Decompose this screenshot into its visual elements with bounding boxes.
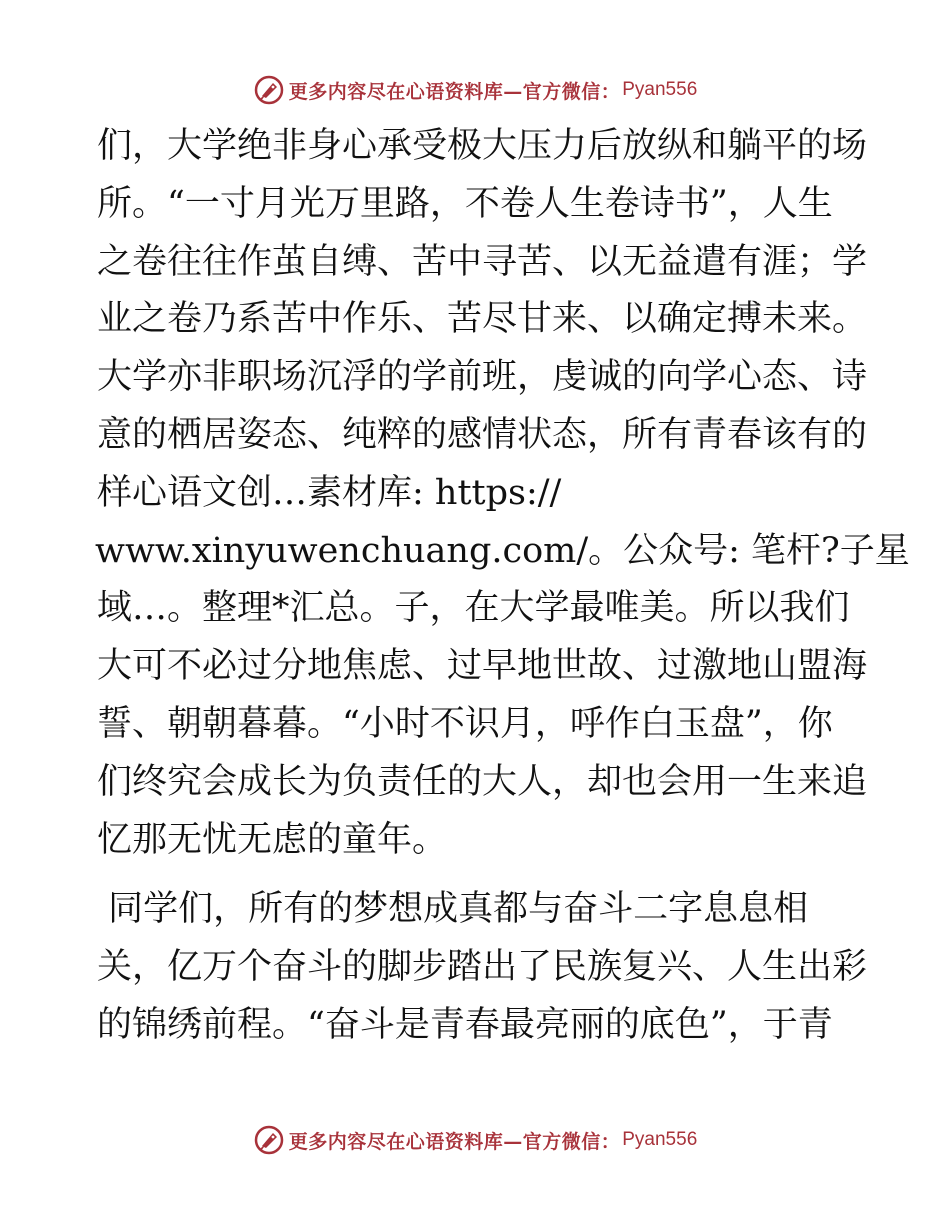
pen-nib-circle-icon [253,1124,285,1156]
text-line: 之卷往往作茧自缚、苦中寻苦、以无益遣有涯；学 [97,241,868,282]
text-line: 业之卷乃系苦中作乐、苦尽甘来、以确定搏未来。 [97,299,868,340]
text-line: 样心语文创…素材库: https:// [97,472,562,513]
text-line: 关，亿万个奋斗的脚步踏出了民族复兴、人生出彩 [97,947,868,988]
paragraph-1 [95,118,910,869]
footer-banner [0,1120,950,1160]
footer-site-text: 更多内容尽在心语资料库—官方微信： [288,1130,621,1153]
text-line: 忆那无忧无虑的童年。 [97,819,448,860]
text-line: 誓、朝朝暮暮。“小时不识月，呼作白玉盘”，你 [97,703,833,744]
text-line: 大可不必过分地焦虑、过早地世故、过激地山盟海 [97,646,868,687]
paragraph-2 [97,881,868,1054]
document-body [95,118,910,1055]
text-line: 域…。整理*汇总。子，在大学最唯美。所以我们 [97,588,850,629]
text-line: 大学亦非职场沉浮的学前班，虔诚的向学心态、诗 [97,357,868,398]
text-line: 同学们，所有的梦想成真都与奋斗二字息息相 [97,889,809,930]
text-line: www.xinyuwenchuang.com/。公众号: 笔杆?子星 [95,530,910,571]
text-line: 意的栖居姿态、纯粹的感情状态，所有青春该有的 [97,414,868,455]
paragraph-gap [97,869,857,881]
header-site-text: 更多内容尽在心语资料库—官方微信： [288,80,621,103]
text-line: 们，大学绝非身心承受极大压力后放纵和躺平的场 [97,126,868,166]
header-banner [0,70,950,110]
text-line: 们终究会成长为负责任的大人，却也会用一生来追 [97,761,868,802]
header-wechat-id: Pyan556 [622,79,698,100]
footer-wechat-id: Pyan556 [622,1129,698,1150]
text-line: 所。“一寸月光万里路，不卷人生卷诗书”，人生 [97,183,833,224]
text-line: 的锦绣前程。“奋斗是青春最亮丽的底色”，于青 [97,1004,833,1045]
pen-nib-circle-icon [253,74,285,106]
